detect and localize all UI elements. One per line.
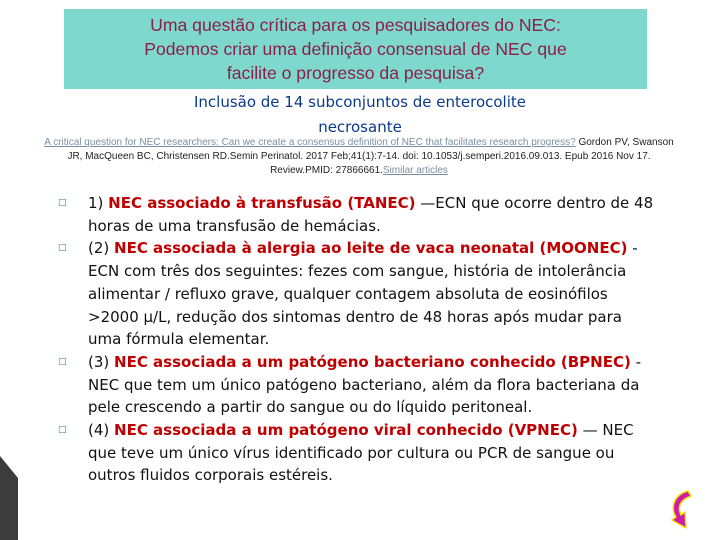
list-item-text: [88, 419, 658, 487]
subset-list: [58, 192, 658, 487]
list-item: [58, 351, 658, 419]
item-description: - NEC que tem um único patógeno bacteriano, além da flora bacteriana da pele crescendo a partir do sangue ou do líquido peritoneal.: [88, 352, 642, 417]
subtitle-line-2: necrosante: [318, 118, 402, 136]
list-item-text: [88, 192, 658, 237]
square-bullet-icon: □: [58, 243, 67, 254]
item-description: — NEC que teve um único vírus identificado por cultura ou PCR de sangue ou outros fluidos corporais estéreis.: [88, 421, 634, 485]
list-item: [58, 237, 658, 351]
square-bullet-icon: □: [58, 425, 67, 436]
subtitle: [150, 90, 570, 140]
item-description: - ECN com três dos seguintes: fezes com sangue, história de intolerância alimentar / refluxo grave, qualquer contagem absoluta de eosinófilos >2000 µ/L, redução dos sintomas dentro de 48 horas após mudar para uma fórmula elementar.: [88, 239, 638, 349]
list-item-text: [88, 237, 658, 351]
item-highlight: NEC associada a um patógeno viral conhecido (VPNEC): [114, 421, 578, 440]
reference-citation: [44, 136, 674, 178]
item-prefix: (2): [88, 239, 115, 258]
item-prefix: 1): [88, 194, 109, 212]
curved-back-arrow-icon[interactable]: [666, 487, 696, 532]
page-corner-decoration: [0, 456, 18, 540]
similar-articles-link[interactable]: Similar articles: [382, 165, 448, 176]
item-prefix: (3): [88, 352, 115, 371]
item-highlight: NEC associada a um patógeno bacteriano conhecido (BPNEC): [114, 352, 631, 371]
square-bullet-icon: □: [58, 198, 67, 208]
list-item: [58, 419, 658, 487]
list-item-text: [88, 351, 658, 419]
item-prefix: (4): [88, 421, 115, 440]
article-title-link[interactable]: A critical question for NEC researchers: Can we create a consensus definition of NEC that facilitates research progress?: [44, 137, 576, 148]
title-line-2: Podemos criar uma definição consensual de NEC que: [144, 39, 567, 59]
title-box: [64, 9, 647, 89]
title-line-1: Uma questão crítica para os pesquisadores do NEC:: [150, 15, 561, 35]
subtitle-line-1: Inclusão de 14 subconjuntos de enterocolite: [193, 93, 527, 111]
square-bullet-icon: □: [58, 356, 67, 367]
title-line-3: facilite o progresso da pesquisa?: [226, 63, 485, 83]
item-description: —ECN que ocorre dentro de 48 horas de uma transfusão de hemácias.: [88, 194, 654, 235]
item-highlight: NEC associada à alergia ao leite de vaca neonatal (MOONEC): [114, 239, 628, 258]
citation-text: Gordon PV, Swanson JR, MacQueen BC, Christensen RD.Semin Perinatol. 2017 Feb;41(1):7-14. doi: 10.1053/j.semperi.2016.09.013. Epub 2016 Nov 17. Review.PMID: 27866661.: [67, 137, 674, 176]
item-highlight: NEC associado à transfusão (TANEC): [108, 194, 416, 212]
list-item: [58, 192, 658, 237]
